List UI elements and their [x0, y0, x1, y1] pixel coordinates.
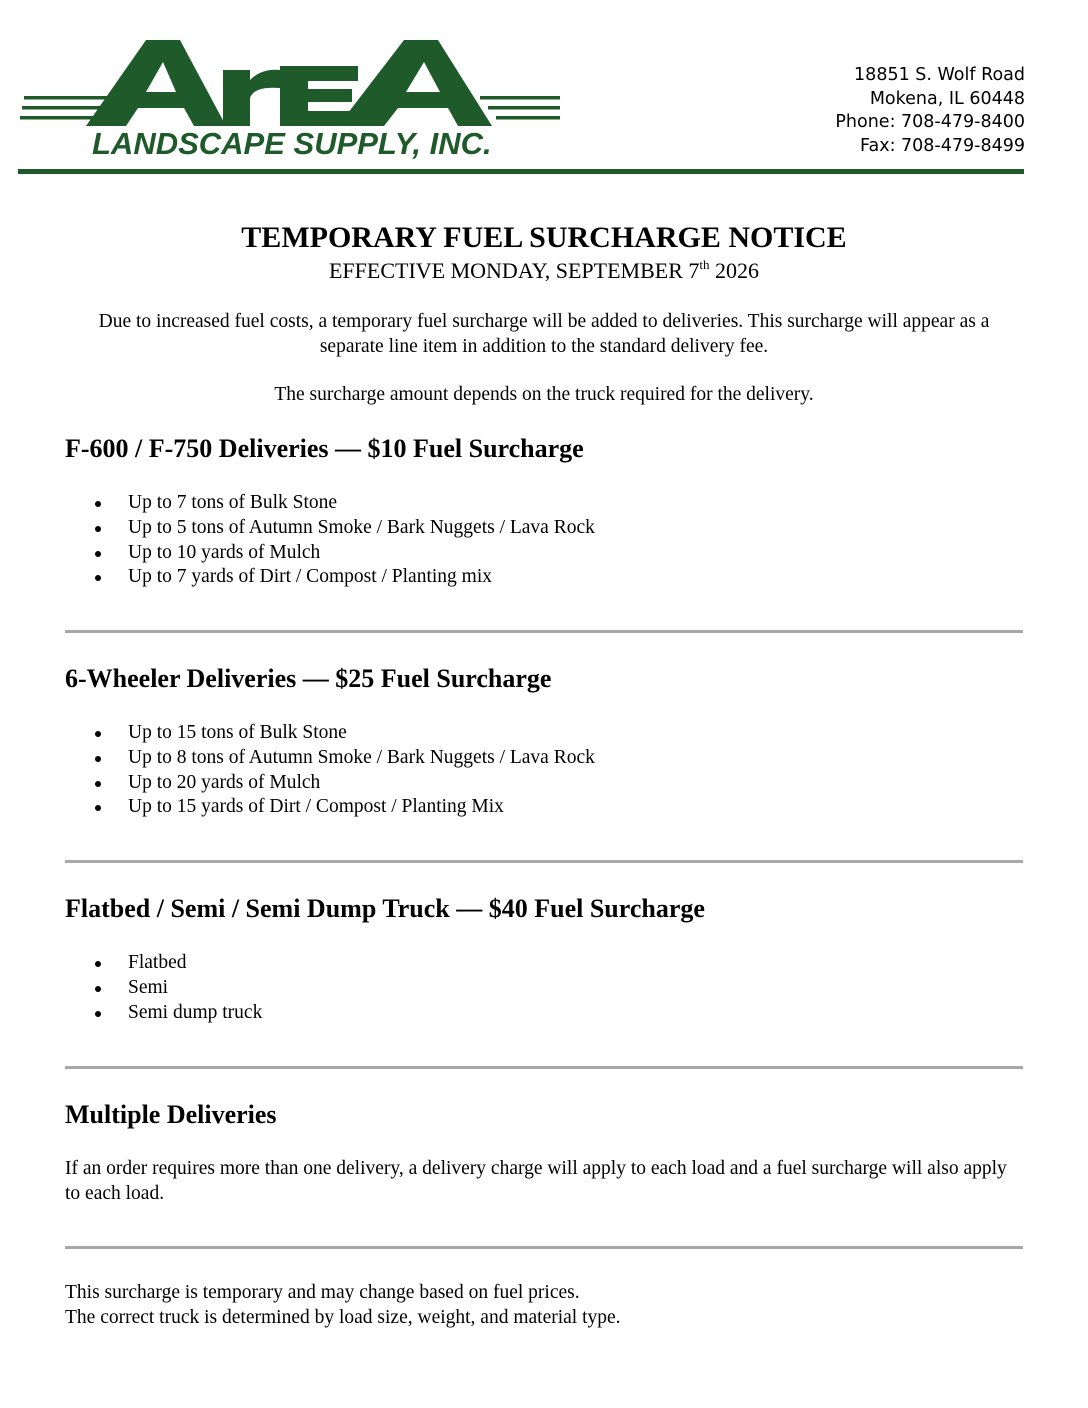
list-item	[65, 976, 262, 1001]
list-item	[65, 746, 595, 771]
list-item	[65, 491, 595, 516]
list-item-text: Up to 7 yards of Dirt / Compost / Planting mix	[128, 566, 492, 588]
list-item	[65, 516, 595, 541]
list-item-text: Up to 10 yards of Mulch	[128, 541, 321, 563]
list-item	[65, 1001, 262, 1026]
list-item	[65, 721, 595, 746]
effective-date-year: 2026	[709, 258, 759, 283]
list-item-text: Up to 15 tons of Bulk Stone	[128, 722, 347, 743]
bullet-icon	[95, 961, 101, 967]
list-item-text: Semi dump truck	[128, 1001, 263, 1023]
section-divider	[65, 630, 1023, 633]
address-street: 18851 S. Wolf Road	[854, 65, 1025, 85]
list-item-text: Up to 7 tons of Bulk Stone	[128, 492, 338, 513]
bullet-icon	[95, 756, 101, 762]
bullet-icon	[95, 551, 101, 557]
section-heading-multiple-deliveries: Multiple Deliveries	[65, 1100, 277, 1129]
section-list-flatbed-semi	[65, 951, 262, 1025]
effective-date-ordinal: th	[699, 257, 710, 272]
list-item-text: Semi	[128, 976, 169, 998]
list-item	[65, 951, 262, 976]
list-item-text: Up to 15 yards of Dirt / Compost / Planting Mix	[128, 796, 504, 818]
address-fax: Fax: 708-479-8499	[860, 135, 1025, 156]
list-item-text: Flatbed	[128, 952, 187, 973]
logo-tagline: LANDSCAPE SUPPLY, INC.	[92, 126, 492, 161]
letterhead	[0, 0, 1088, 180]
effective-date-text: EFFECTIVE MONDAY, SEPTEMBER 7	[328, 258, 700, 283]
section-heading-flatbed-semi: Flatbed / Semi / Semi Dump Truck — $40 Fuel Surcharge	[65, 894, 705, 923]
bullet-icon	[95, 731, 101, 737]
section-list-6-wheeler	[65, 721, 595, 820]
list-item-text: Up to 8 tons of Autumn Smoke / Bark Nuggets / Lava Rock	[128, 746, 595, 768]
list-item-text: Up to 20 yards of Mulch	[128, 771, 321, 793]
intro-note: The surcharge amount depends on the truck required for the delivery.	[274, 384, 814, 405]
notice-effective-date	[0, 257, 1088, 285]
bullet-icon	[95, 526, 101, 532]
footer-note-1: This surcharge is temporary and may change based on fuel prices.	[65, 1282, 580, 1303]
list-item	[65, 541, 595, 566]
section-list-f600	[65, 491, 595, 590]
multiple-deliveries-text: If an order requires more than one delivery, a delivery charge will apply to each load and a fuel surcharge will also apply to each load.	[65, 1158, 1007, 1204]
notice-title: TEMPORARY FUEL SURCHARGE NOTICE	[241, 221, 847, 254]
bullet-icon	[95, 575, 101, 581]
bullet-icon	[95, 781, 101, 787]
section-heading-f600: F-600 / F-750 Deliveries — $10 Fuel Surcharge	[65, 434, 584, 463]
section-divider	[65, 860, 1023, 863]
company-logo	[18, 36, 563, 166]
company-address	[835, 64, 1025, 158]
company-logo-graphic	[18, 36, 563, 166]
bullet-icon	[95, 986, 101, 992]
intro-paragraph: Due to increased fuel costs, a temporary fuel surcharge will be added to deliveries. This surcharge will appear as a separate line item in addition to the standard delivery fee.	[98, 311, 990, 357]
list-item	[65, 565, 595, 590]
list-item	[65, 795, 595, 820]
bullet-icon	[95, 1011, 101, 1017]
list-item	[65, 771, 595, 796]
footer-note-2: The correct truck is determined by load size, weight, and material type.	[65, 1307, 621, 1328]
section-heading-6-wheeler: 6-Wheeler Deliveries — $25 Fuel Surcharge	[65, 664, 552, 693]
section-divider	[65, 1246, 1023, 1249]
address-phone: Phone: 708-479-8400	[835, 112, 1025, 133]
header-divider	[18, 169, 1024, 174]
section-divider	[65, 1066, 1023, 1069]
address-city: Mokena, IL 60448	[869, 88, 1025, 109]
bullet-icon	[95, 805, 101, 811]
bullet-icon	[95, 501, 101, 507]
list-item-text: Up to 5 tons of Autumn Smoke / Bark Nuggets / Lava Rock	[128, 516, 595, 538]
